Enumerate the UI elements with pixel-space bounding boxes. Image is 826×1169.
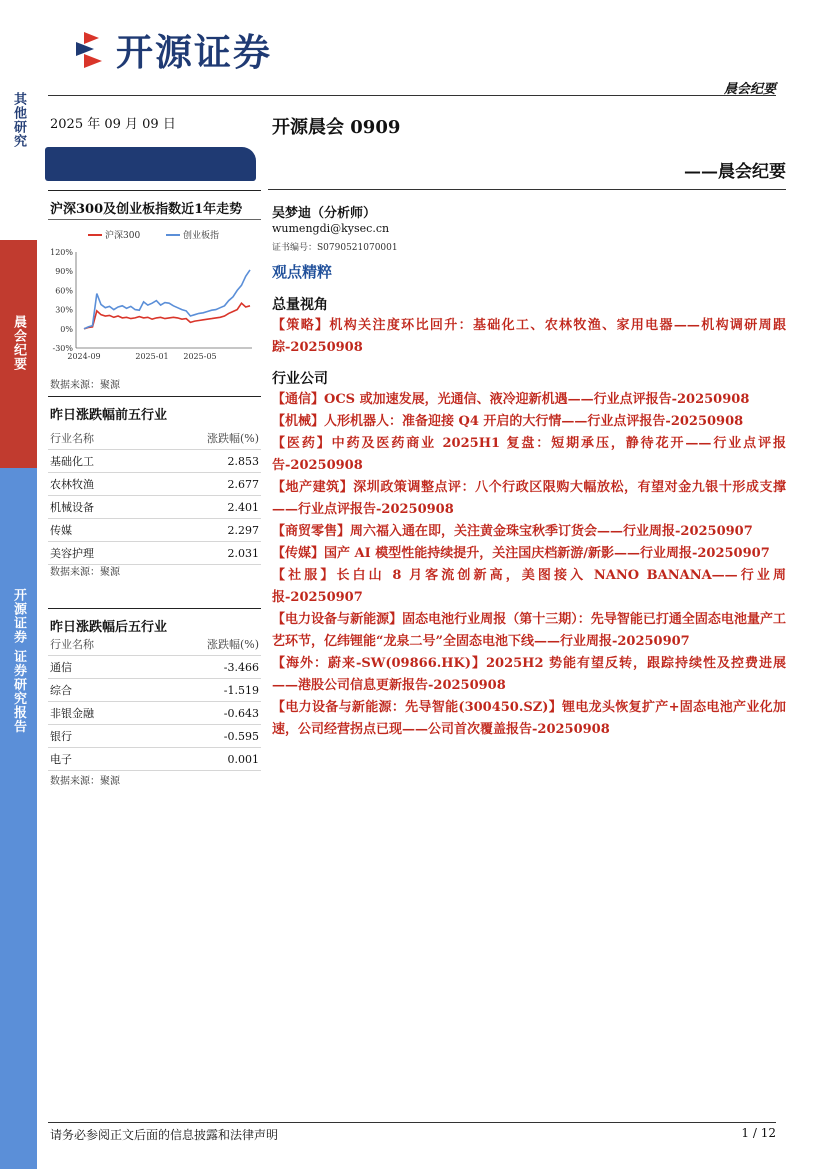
industry-change: 2.297 bbox=[146, 519, 261, 542]
table-row bbox=[48, 679, 261, 702]
industry-change: 0.001 bbox=[146, 748, 261, 771]
table-row bbox=[48, 473, 261, 496]
brand-mark-icon bbox=[72, 28, 106, 70]
chart-title: 沪深300及创业板指数近1年走势 bbox=[50, 202, 243, 217]
brand-name: 开源证券 bbox=[116, 31, 272, 74]
series-line bbox=[84, 270, 250, 329]
header-tag: 晨会纪要 bbox=[723, 82, 776, 97]
side-tab-morning-notes: 晨会纪要 bbox=[0, 240, 37, 468]
y-tick-label: 0% bbox=[60, 324, 73, 334]
top5-source: 数据来源：聚源 bbox=[50, 567, 120, 578]
industry-name: 通信 bbox=[48, 656, 146, 679]
table-row bbox=[48, 702, 261, 725]
list-item[interactable]: 【地产建筑】深圳政策调整点评：八个行政区限购大幅放松，有望对金九银十形成支撑——行业点评报告-20250908 bbox=[272, 480, 786, 517]
industry-name: 基础化工 bbox=[48, 450, 146, 473]
industry-name: 非银金融 bbox=[48, 702, 146, 725]
industry-change: -3.466 bbox=[146, 656, 261, 679]
analyst-cert: 证书编号：S0790521070001 bbox=[272, 243, 398, 253]
industry-change: 2.677 bbox=[146, 473, 261, 496]
x-tick-label: 2024-09 bbox=[67, 352, 101, 361]
x-tick-label: 2025-05 bbox=[183, 352, 217, 361]
date-banner bbox=[45, 147, 256, 181]
table-row bbox=[48, 725, 261, 748]
title-rule bbox=[268, 189, 786, 190]
bottom5-source: 数据来源：聚源 bbox=[50, 776, 120, 787]
table-row bbox=[48, 496, 261, 519]
industry-change: 2.031 bbox=[146, 542, 261, 565]
footer-disclaimer: 请务必参阅正文后面的信息披露和法律声明 bbox=[50, 1128, 279, 1142]
industry-change: -0.643 bbox=[146, 702, 261, 725]
side-band bbox=[0, 0, 37, 1169]
industry-change: 2.853 bbox=[146, 450, 261, 473]
brand-logo bbox=[72, 22, 272, 76]
industry-name: 机械设备 bbox=[48, 496, 146, 519]
list-item[interactable]: 【海外：蔚来-SW(09866.HK)】2025H2 势能有望反转，跟踪持续性及控费进展——港股公司信息更新报告-20250908 bbox=[272, 656, 786, 693]
y-tick-label: 30% bbox=[55, 305, 73, 315]
table-row bbox=[48, 542, 261, 565]
page-number: 1 / 12 bbox=[741, 1126, 776, 1140]
bottom5-table bbox=[48, 633, 261, 771]
overall-list bbox=[272, 315, 786, 359]
side-tab-research-report: 开源证券 证券研究报告 bbox=[0, 468, 37, 1169]
doc-title: 开源晨会 0909 bbox=[272, 117, 401, 138]
table-row bbox=[48, 450, 261, 473]
y-tick-label: -30% bbox=[52, 344, 73, 353]
list-item[interactable]: 【商贸零售】周六福入通在即，关注黄金珠宝秋季订货会——行业周报-20250907 bbox=[272, 524, 753, 539]
list-item[interactable]: 【传媒】国产 AI 模型性能持续提升，关注国庆档新游/新影——行业周报-20250907 bbox=[272, 546, 770, 561]
table-header-row bbox=[48, 427, 261, 450]
industry-change: -0.595 bbox=[146, 725, 261, 748]
list-item[interactable]: 【电力设备与新能源：先导智能(300450.SZ)】锂电龙头恢复扩产+固态电池产业化加速，公司经营拐点已现——公司首次覆盖报告-20250908 bbox=[272, 700, 786, 737]
col-header-change: 涨跌幅(%) bbox=[146, 633, 261, 656]
divider bbox=[48, 219, 261, 220]
top5-title: 昨日涨跌幅前五行业 bbox=[50, 408, 168, 423]
doc-subtitle: ——晨会纪要 bbox=[684, 162, 786, 182]
analyst-name: 吴梦迪（分析师） bbox=[272, 206, 377, 221]
report-date: 2025 年 09 月 09 日 bbox=[50, 117, 176, 132]
list-item[interactable]: 【通信】OCS 或加速发展，光通信、液冷迎新机遇——行业点评报告-20250908 bbox=[272, 392, 750, 407]
table-header-row bbox=[48, 633, 261, 656]
legend-label: 沪深300 bbox=[105, 231, 141, 241]
table-row bbox=[48, 656, 261, 679]
legend-label: 创业板指 bbox=[183, 231, 220, 241]
divider bbox=[48, 396, 261, 397]
col-header-change: 涨跌幅(%) bbox=[146, 427, 261, 450]
industry-name: 农林牧渔 bbox=[48, 473, 146, 496]
col-header-industry: 行业名称 bbox=[48, 633, 146, 656]
industry-name: 传媒 bbox=[48, 519, 146, 542]
divider bbox=[48, 608, 261, 609]
analyst-email[interactable]: wumengdi@kysec.cn bbox=[272, 222, 390, 235]
side-tab-other-research: 其他研究 bbox=[0, 0, 37, 240]
list-item[interactable]: 【电力设备与新能源】固态电池行业周报（第十三期）：先导智能已打通全固态电池量产工艺环节，亿纬锂能“龙泉二号”全固态电池下线——行业周报-20250907 bbox=[272, 612, 786, 649]
divider bbox=[48, 190, 261, 191]
chart-source: 数据来源：聚源 bbox=[50, 380, 120, 391]
industry-heading: 行业公司 bbox=[272, 371, 328, 387]
footer-rule bbox=[48, 1122, 776, 1123]
index-trend-chart bbox=[48, 226, 261, 366]
list-item[interactable]: 【机械】人形机器人：准备迎接 Q4 开启的大行情——行业点评报告-20250908 bbox=[272, 414, 744, 429]
table-row bbox=[48, 519, 261, 542]
highlights-heading: 观点精粹 bbox=[272, 263, 333, 281]
list-item[interactable]: 【策略】机构关注度环比回升：基础化工、农林牧渔、家用电器——机构调研周跟踪-20250908 bbox=[272, 318, 786, 355]
col-header-industry: 行业名称 bbox=[48, 427, 146, 450]
list-item[interactable]: 【社服】长白山 8 月客流创新高，美图接入 NANO BANANA——行业周报-20250907 bbox=[272, 568, 786, 605]
industry-change: 2.401 bbox=[146, 496, 261, 519]
header-rule bbox=[48, 95, 776, 96]
industry-name: 电子 bbox=[48, 748, 146, 771]
y-tick-label: 120% bbox=[50, 248, 73, 257]
industry-name: 银行 bbox=[48, 725, 146, 748]
industry-list bbox=[272, 389, 786, 741]
y-tick-label: 90% bbox=[55, 267, 73, 277]
x-tick-label: 2025-01 bbox=[135, 352, 169, 361]
industry-name: 美容护理 bbox=[48, 542, 146, 565]
table-row bbox=[48, 748, 261, 771]
top5-table bbox=[48, 427, 261, 565]
y-tick-label: 60% bbox=[55, 286, 73, 296]
industry-name: 综合 bbox=[48, 679, 146, 702]
bottom5-title: 昨日涨跌幅后五行业 bbox=[50, 620, 168, 635]
industry-change: -1.519 bbox=[146, 679, 261, 702]
list-item[interactable]: 【医药】中药及医药商业 2025H1 复盘：短期承压，静待花开——行业点评报告-20250908 bbox=[272, 436, 786, 473]
overall-heading: 总量视角 bbox=[272, 297, 328, 313]
